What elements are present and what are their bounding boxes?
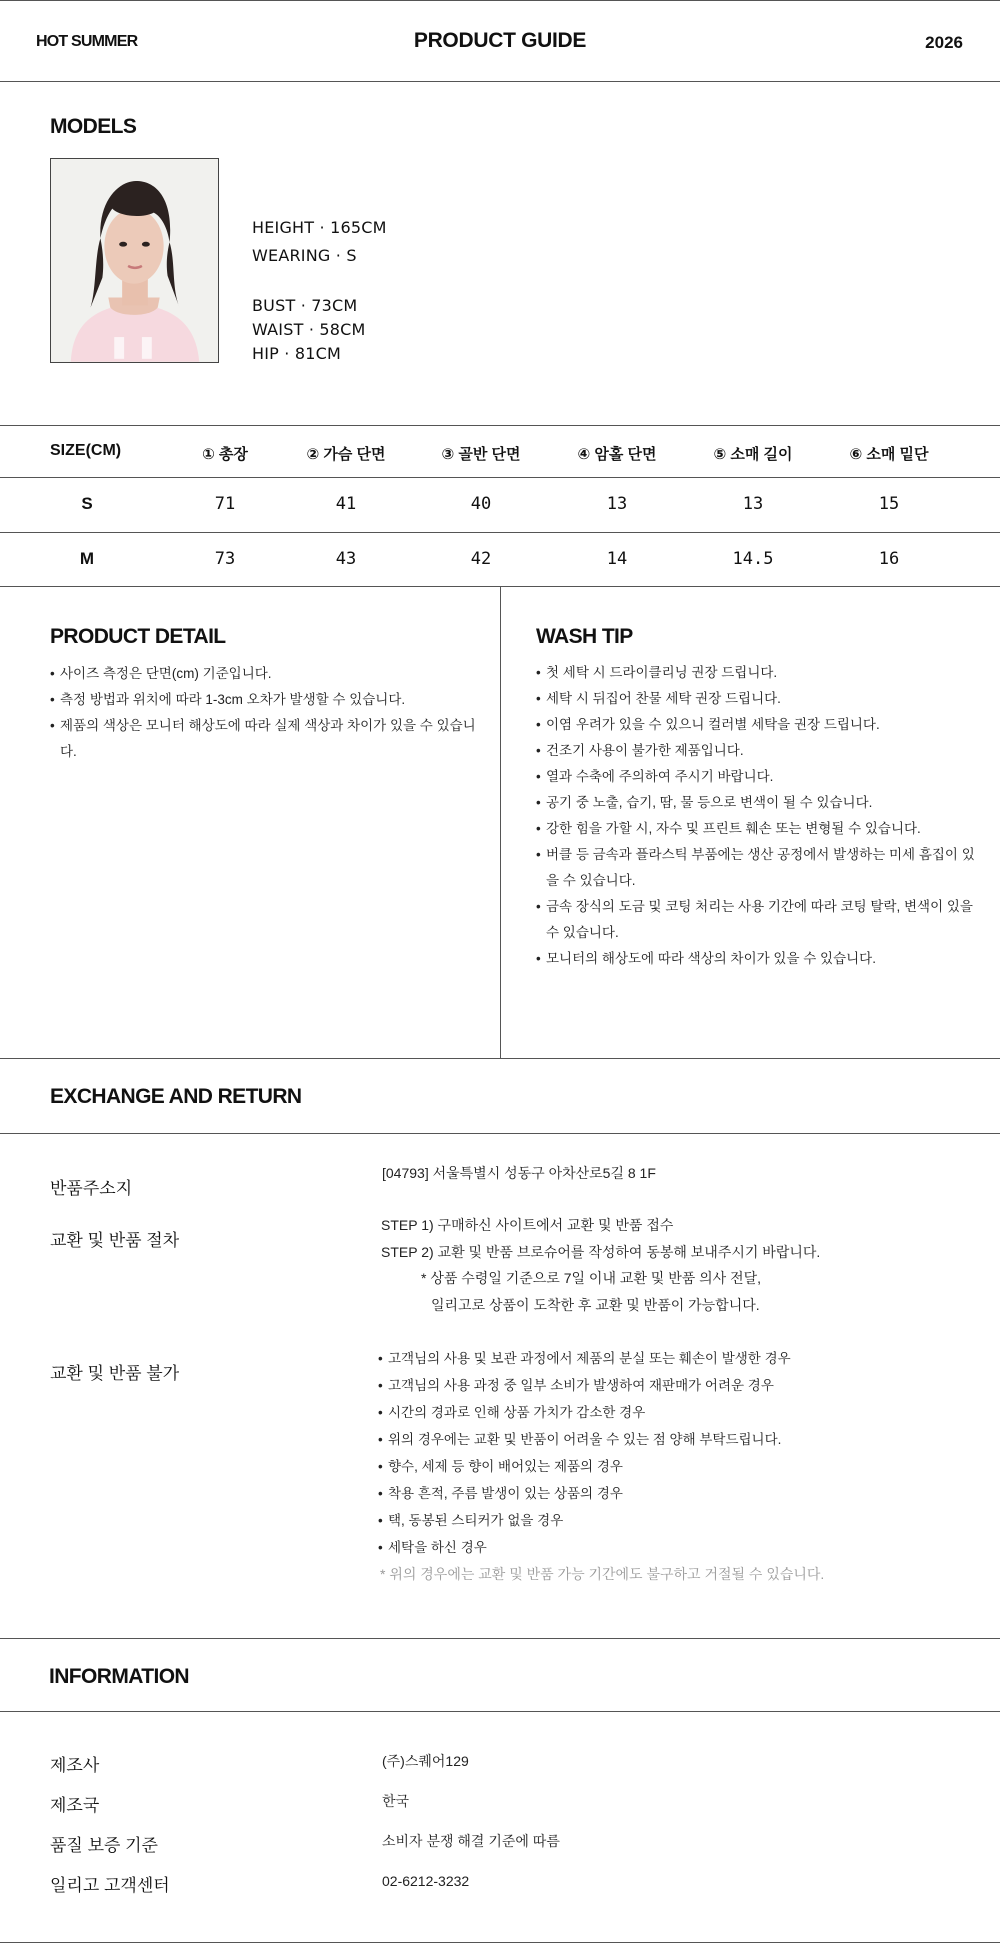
- year-label: 2026: [925, 33, 963, 52]
- wash-tip-item: • 세탁 시 뒤집어 찬물 세탁 권장 드립니다.: [536, 686, 976, 712]
- model-bust: BUST · 73CM: [252, 296, 358, 315]
- size-row-divider: [0, 532, 1000, 533]
- size-col-1: ① 총장: [202, 446, 248, 463]
- size-table-label: SIZE(CM): [50, 442, 122, 459]
- size-s-2: 41: [335, 494, 357, 514]
- procedure-step-1: STEP 1) 구매하신 사이트에서 교환 및 반품 접수: [381, 1217, 674, 1233]
- exchange-title: EXCHANGE AND RETURN: [50, 1085, 302, 1108]
- page-title: PRODUCT GUIDE: [413, 29, 587, 52]
- models-title: MODELS: [50, 115, 137, 138]
- size-col-4: ④ 암홀 단면: [577, 446, 657, 463]
- information-divider: [0, 1711, 1000, 1712]
- info-warranty-label: 품질 보증 기준: [50, 1836, 158, 1855]
- information-title: INFORMATION: [49, 1665, 189, 1688]
- unavailable-item: • 세탁을 하신 경우: [378, 1534, 938, 1561]
- unavailable-label: 교환 및 반품 불가: [50, 1364, 180, 1383]
- info-manufacturer-value: (주)스퀘어129: [382, 1753, 469, 1769]
- procedure-label: 교환 및 반품 절차: [50, 1231, 180, 1250]
- unavailable-item: • 위의 경우에는 교환 및 반품이 어려울 수 있는 점 양해 부탁드립니다.: [378, 1426, 938, 1453]
- unavailable-note: * 위의 경우에는 교환 및 반품 가능 기간에도 불구하고 거절될 수 있습니다.: [380, 1566, 825, 1582]
- model-photo: [50, 158, 219, 363]
- wash-tip-item: • 공기 중 노출, 습기, 땀, 물 등으로 변색이 될 수 있습니다.: [536, 790, 976, 816]
- size-col-2: ② 가슴 단면: [306, 446, 386, 463]
- product-detail-item: • 제품의 색상은 모니터 해상도에 따라 실제 색상과 차이가 있을 수 있습니다.: [50, 713, 490, 765]
- info-support-value: 02-6212-3232: [382, 1873, 470, 1889]
- model-waist: WAIST · 58CM: [252, 320, 366, 339]
- size-table-top-border: [0, 425, 1000, 426]
- wash-tip-title: WASH TIP: [536, 625, 633, 648]
- procedure-note-1: * 상품 수령일 기준으로 7일 이내 교환 및 반품 의사 전달,: [421, 1270, 762, 1286]
- size-s-6: 15: [878, 494, 900, 514]
- procedure-step-2: STEP 2) 교환 및 반품 브로슈어를 작성하여 동봉해 보내주시기 바랍니다.: [381, 1244, 821, 1260]
- info-manufacturer-label: 제조사: [50, 1756, 100, 1775]
- top-border: [0, 0, 1000, 1]
- brand-name: HOT SUMMER: [36, 33, 138, 50]
- size-m-3: 42: [470, 549, 492, 569]
- size-s-3: 40: [470, 494, 492, 514]
- size-col-6: ⑥ 소매 밑단: [849, 446, 929, 463]
- info-support-label: 일리고 고객센터: [50, 1876, 170, 1895]
- model-hip: HIP · 81CM: [252, 344, 341, 363]
- product-detail-list: [50, 661, 490, 765]
- wash-tip-item: • 열과 수축에 주의하여 주시기 바랍니다.: [536, 764, 976, 790]
- size-row-m-label: M: [79, 549, 95, 568]
- size-col-3: ③ 골반 단면: [441, 446, 521, 463]
- info-warranty-value: 소비자 분쟁 해결 기준에 따름: [382, 1833, 560, 1849]
- unavailable-item: • 시간의 경과로 인해 상품 가치가 감소한 경우: [378, 1399, 938, 1426]
- size-m-5: 14.5: [732, 549, 774, 569]
- detail-column-divider: [500, 586, 501, 1058]
- model-wearing: WEARING · S: [252, 246, 357, 265]
- procedure-note-2: 일리고로 상품이 도착한 후 교환 및 반품이 가능합니다.: [431, 1297, 760, 1313]
- product-detail-item: • 측정 방법과 위치에 따라 1-3cm 오차가 발생할 수 있습니다.: [50, 687, 490, 713]
- size-row-s-label: S: [81, 494, 93, 513]
- size-m-6: 16: [878, 549, 900, 569]
- wash-tip-item: • 모니터의 해상도에 따라 색상의 차이가 있을 수 있습니다.: [536, 946, 976, 972]
- detail-bottom-border: [0, 1058, 1000, 1059]
- unavailable-item: • 고객님의 사용 및 보관 과정에서 제품의 분실 또는 훼손이 발생한 경우: [378, 1345, 938, 1372]
- model-height: HEIGHT · 165CM: [252, 218, 387, 237]
- exchange-divider: [0, 1133, 1000, 1134]
- size-s-4: 13: [606, 494, 628, 514]
- product-detail-item: • 사이즈 측정은 단면(cm) 기준입니다.: [50, 661, 490, 687]
- return-address-label: 반품주소지: [50, 1179, 133, 1198]
- wash-tip-item: • 건조기 사용이 불가한 제품입니다.: [536, 738, 976, 764]
- size-m-2: 43: [335, 549, 357, 569]
- size-s-5: 13: [742, 494, 764, 514]
- header-divider: [0, 81, 1000, 82]
- product-detail-title: PRODUCT DETAIL: [50, 625, 226, 648]
- unavailable-list: [378, 1345, 938, 1561]
- info-country-value: 한국: [382, 1793, 410, 1809]
- unavailable-item: • 향수, 세제 등 향이 배어있는 제품의 경우: [378, 1453, 938, 1480]
- size-header-divider: [0, 477, 1000, 478]
- unavailable-item: • 택, 동봉된 스티커가 없을 경우: [378, 1507, 938, 1534]
- wash-tip-item: • 첫 세탁 시 드라이클리닝 권장 드립니다.: [536, 660, 976, 686]
- model-portrait-icon: [51, 159, 218, 362]
- size-m-4: 14: [606, 549, 628, 569]
- exchange-bottom-border: [0, 1638, 1000, 1639]
- bottom-border: [0, 1942, 1000, 1943]
- return-address-value: [04793] 서울특별시 성동구 아차산로5길 8 1F: [382, 1165, 656, 1181]
- wash-tip-item: • 금속 장식의 도금 및 코팅 처리는 사용 기간에 따라 코팅 탈락, 변색이 있을 수 있습니다.: [536, 894, 976, 946]
- wash-tip-item: • 강한 힘을 가할 시, 자수 및 프린트 훼손 또는 변형될 수 있습니다.: [536, 816, 976, 842]
- wash-tip-item: • 버클 등 금속과 플라스틱 부품에는 생산 공정에서 발생하는 미세 흠집이 있을 수 있습니다.: [536, 842, 976, 894]
- wash-tip-item: • 이염 우려가 있을 수 있으니 컬러별 세탁을 권장 드립니다.: [536, 712, 976, 738]
- info-country-label: 제조국: [50, 1796, 100, 1815]
- size-m-1: 73: [214, 549, 236, 569]
- size-col-5: ⑤ 소매 길이: [713, 446, 793, 463]
- size-s-1: 71: [214, 494, 236, 514]
- wash-tip-list: [536, 660, 976, 972]
- unavailable-item: • 고객님의 사용 과정 중 일부 소비가 발생하여 재판매가 어려운 경우: [378, 1372, 938, 1399]
- unavailable-item: • 착용 흔적, 주름 발생이 있는 상품의 경우: [378, 1480, 938, 1507]
